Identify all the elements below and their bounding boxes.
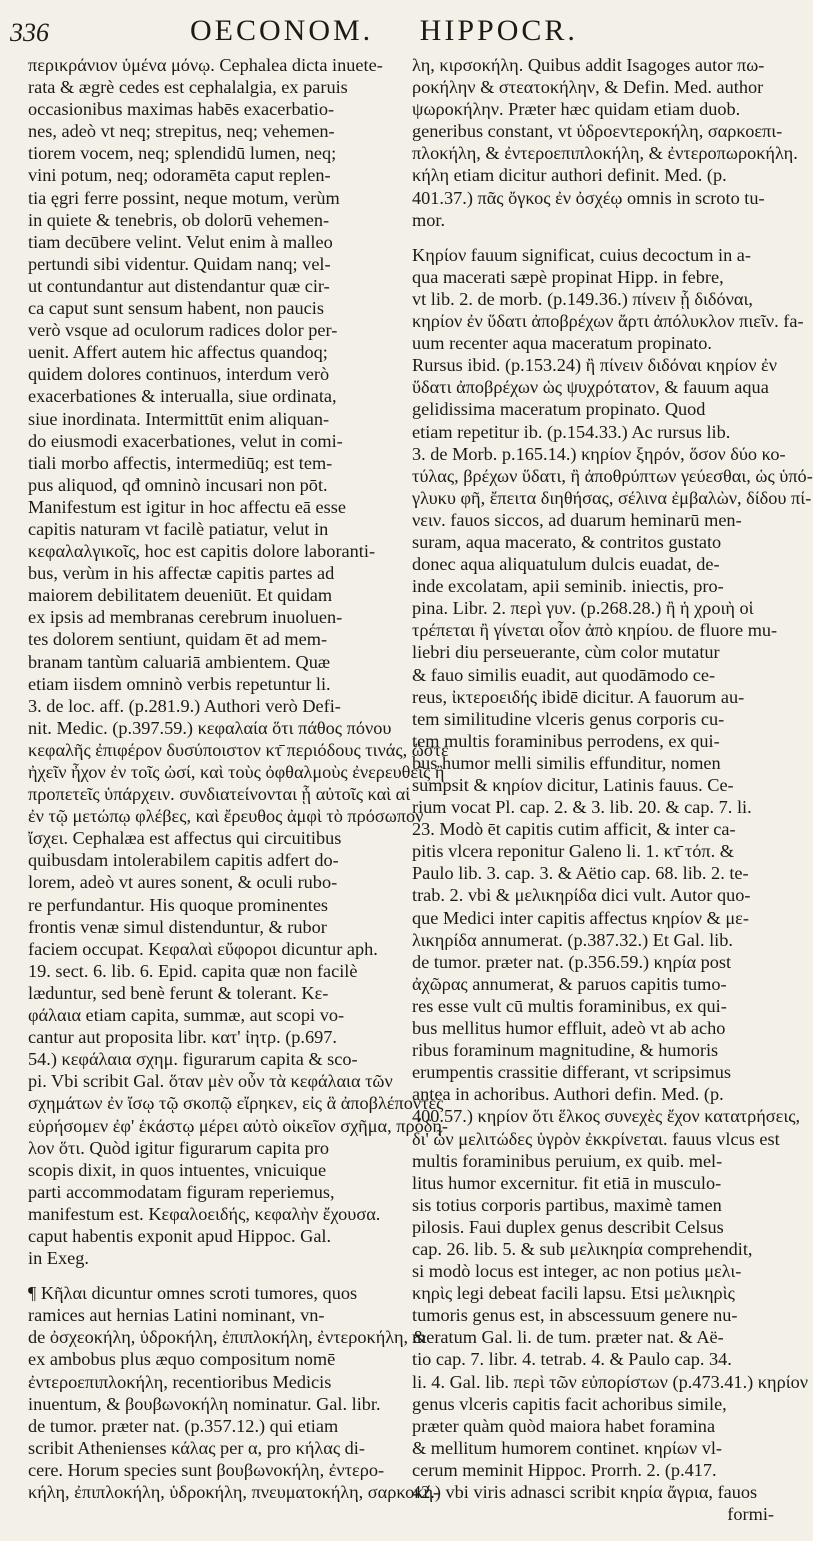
text-line: εὑρήσομεν ἐφ' ἑκάστῳ μέρει αὐτὸ οἰκεῖον σχῆμα, πρόδη- <box>28 1115 449 1136</box>
text-line: ἐντεροεπιπλοκήλη, recentioribus Medicis <box>28 1371 332 1392</box>
text-line: tes dolorem sentiunt, quidam ēt ad mem- <box>28 629 328 650</box>
text-line: tiam decūbere velint. Velut enim à malleo <box>28 231 333 252</box>
text-line: inuentum, & βουβωνοκήλη nominatur. Gal. libr. <box>28 1393 381 1414</box>
text-line: faciem occupat. Κεφαλαὶ εὔφοροι dicuntur aph. <box>28 938 378 959</box>
text-line: pitis vlcera reponitur Galeno li. 1. κτ̄ τόπ. & <box>412 841 735 862</box>
text-line: Paulo lib. 3. cap. 3. & Aëtio cap. 68. lib. 2. te- <box>412 863 749 884</box>
text-line: pus aliquod, qđ omninò incusari non pōt. <box>28 474 328 495</box>
text-line: περικράνιον ὑμένα μόνῳ. Cephalea dicta inuete- <box>28 55 383 75</box>
text-line: 3. de Morb. p.165.14.) κηρίον ξηρόν, ὅσον δύο κο- <box>412 443 786 464</box>
text-line: in quiete & tenebris, ob dolorū vehemen- <box>28 209 330 230</box>
text-line: & fauo similis euadit, aut quodāmodo ce- <box>412 664 716 685</box>
text-line: tem multis foraminibus perrodens, ex qui- <box>412 730 720 751</box>
text-line: λη, κιρσοκήλη. Quibus addit Isagoges autor πω- <box>412 55 765 75</box>
text-line: multis foraminibus peruium, ex quib. mel- <box>412 1150 723 1171</box>
running-head <box>190 14 770 48</box>
text-line: pina. Libr. 2. περὶ γυν. (p.268.28.) ἢ ἡ χροιὴ οἱ <box>412 598 754 619</box>
text-line: λικηρίδα annumerat. (p.387.32.) Et Gal. lib. <box>412 929 733 950</box>
text-line: 401.37.) πᾶς ὄγκος ἐν ὀσχέῳ omnis in scroto tu- <box>412 187 765 208</box>
text-line: κεφαλαλγικοῖς, hoc est capitis dolore laboranti- <box>28 541 376 562</box>
text-line: λον ὅτι. Quòd igitur figurarum capita pro <box>28 1137 330 1158</box>
text-line: de ὀσχεοκήλη, ὑδροκήλη, ἐπιπλοκήλη, ἐντεροκήλη, & <box>28 1327 427 1348</box>
text-line: & mellitum humorem continet. κηρίων vl- <box>412 1437 723 1458</box>
text-line: exacerbationes & interualla, siue ordinata, <box>28 386 337 407</box>
left-block-2 <box>28 1282 440 1503</box>
text-line: scribit Athenienses κάλας per α, pro κήλας di- <box>28 1437 365 1458</box>
text-line: generibus constant, vt ὑδροεντεροκήλη, σαρκοεπι- <box>412 121 783 142</box>
text-line: que Medici inter capitis affectus κηρίον & με- <box>412 907 749 928</box>
paragraph-gap <box>28 1269 390 1282</box>
text-line: ψωροκήλην. Præter hæc quidam etiam duob. <box>412 99 741 120</box>
text-line: ramices aut hernias Latini nominant, vn- <box>28 1305 325 1326</box>
text-line: etiam iisdem omninò verbis repetuntur li. <box>28 673 331 694</box>
text-line: κηρίον ἐν ὕδατι ἀποβρέχων ἄρτι ἀπόλυκλον πιεῖν. fa- <box>412 311 804 332</box>
text-line: 3. de loc. aff. (p.281.9.) Authori verò Defi- <box>28 695 341 716</box>
text-line: Manifestum est igitur in hoc affectu eā esse <box>28 496 346 517</box>
text-line: nit. Medic. (p.397.59.) κεφαλαία ὅτι πάθος πόνου <box>28 717 392 738</box>
text-line: præter quàm quòd maiora habet foramina <box>412 1415 716 1436</box>
text-line: bus mellitus humor effluit, adeò vt ab acho <box>412 1018 726 1039</box>
text-line: cere. Horum species sunt βουβωνοκήλη, ἐντερο- <box>28 1459 385 1480</box>
text-line: pilosis. Faui duplex genus describit Celsus <box>412 1216 724 1237</box>
text-line: manifestum est. Κεφαλοειδής, κεφαλὴν ἔχουσα. <box>28 1203 381 1224</box>
text-line: τύλας, βρέχων ὕδατι, ἢ ἀποθρύπτων γεύεσθαι, ὡς ὑπό- <box>412 465 813 486</box>
text-line: do eiusmodi exacerbationes, velut in comi- <box>28 430 343 451</box>
text-line: rata & ægrè cedes est cephalalgia, ex paruis <box>28 77 348 98</box>
text-line: parti accommodatam figuram reperiemus, <box>28 1181 335 1202</box>
text-line: ἠχεῖν ἦχον ἐν τοῖς ὠσί, καὶ τοὺς ὀφθαλμοὺς ἐνερευθεῖς ἢ <box>28 762 445 782</box>
text-line: verò vsque ad oculorum radices dolor per- <box>28 320 338 341</box>
text-line: mor. <box>412 209 446 230</box>
text-line: uenit. Affert autem hic affectus quandoq; <box>28 342 328 363</box>
text-line: pertundi sibi videntur. Quidam nanq; vel- <box>28 253 331 274</box>
text-line: ex ipsis ad membranas cerebrum inuoluen- <box>28 607 343 628</box>
text-line: etiam repetitur ib. (p.154.33.) Ac rursus lib. <box>412 421 731 442</box>
text-line: 19. sect. 6. lib. 6. Epid. capita quæ non facilè <box>28 960 358 981</box>
text-line: νειν. fauos siccos, ad duarum heminarū men- <box>412 509 742 530</box>
text-line: ¶ Κῆλαι dicuntur omnes scroti tumores, quos <box>28 1283 358 1304</box>
text-line: ἐν τῷ μετώπῳ φλέβες, καὶ ἔρευθος ἀμφὶ τὸ πρόσωπον <box>28 806 424 827</box>
text-line: lorem, adeò vt aures sonent, & oculi rubo- <box>28 872 338 893</box>
text-line: σχημάτων ἐν ἴσῳ τῷ σκοπῷ εἴρηκεν, εἰς ἃ ἀποβλέποντες <box>28 1093 444 1114</box>
right-column <box>412 54 813 1525</box>
text-line: vt lib. 2. de morb. (p.149.36.) πίνειν ᾗ διδόναι, <box>412 288 753 309</box>
text-line: φάλαια etiam capita, summæ, aut scopi vo- <box>28 1005 345 1026</box>
text-line: re perfundantur. His quoque prominentes <box>28 894 329 915</box>
right-block-2 <box>412 244 813 1503</box>
text-line: liebri diu perseuerante, cùm color mutatur <box>412 642 720 663</box>
left-column <box>28 54 449 1503</box>
text-line: ὕδατι ἀποβρέχων ὡς ψυχρότατον, & fauum aqua <box>412 377 769 398</box>
text-line: cerum meminit Hippoc. Prorrh. 2. (p.417. <box>412 1459 717 1480</box>
text-line: scopis dixit, in quos intuentes, vnicuique <box>28 1159 327 1180</box>
right-block-1 <box>412 54 798 231</box>
text-line: in Exeg. <box>28 1248 89 1269</box>
running-head-left: OECONOM. <box>190 14 374 47</box>
text-line: ex ambobus plus æquo compositum nomē <box>28 1349 336 1370</box>
text-line: πλοκήλη, & ἐντεροεπιπλοκήλη, & ἐντεροπωροκήλη. <box>412 143 798 164</box>
text-line: erumpentis crassitie differant, vt scripsimus <box>412 1062 732 1083</box>
text-line: ribus foraminum magnitudine, & humoris <box>412 1040 719 1061</box>
text-line: vini potum, neq; odoramēta caput replen- <box>28 165 331 186</box>
text-line: tiorem vocem, neq; splendidū lumen, neq; <box>28 143 337 164</box>
text-line: maiorem debilitatem deueniūt. Et quidam <box>28 585 333 606</box>
text-line: 23. Modò ēt capitis cutim afficit, & inter ca- <box>412 819 736 840</box>
text-line: Rursus ibid. (p.153.24) ἢ πίνειν διδόναι κηρίον ἐν <box>412 355 778 376</box>
text-line: branam tantùm caluariā ambientem. Quæ <box>28 651 331 672</box>
text-line: nes, adeò vt neq; strepitus, neq; vehemen- <box>28 121 335 142</box>
text-line: κήλη, ἐπιπλοκήλη, ὑδροκήλη, πνευματοκήλη, σαρκοκή- <box>28 1482 440 1502</box>
text-line: κεφαλῆς ἐπιφέρον δυσύποιστον κτ̄ περιόδους τινάς, ὥστε <box>28 739 449 760</box>
text-line: quibusdam intolerabilem capitis adfert do- <box>28 850 339 871</box>
text-line: de tumor. præter nat. (p.356.59.) κηρία post <box>412 951 732 972</box>
page-number: 336 <box>10 18 49 47</box>
text-line: pi. Vbi scribit Gal. ὅταν μὲν οὖν τὰ κεφάλαια τῶν <box>28 1071 393 1092</box>
text-line: 400.57.) κηρίον ὅτι ἕλκος συνεχὲς ἔχον κατατρήσεις, <box>412 1106 801 1127</box>
text-line: tiali morbo affectis, intermediūq; est tem- <box>28 452 333 473</box>
text-line: 54.) κεφάλαια σχημ. figurarum capita & sco- <box>28 1049 358 1070</box>
text-line: uum recenter aqua maceratum propinato. <box>412 333 712 354</box>
text-line: rium vocat Pl. cap. 2. & 3. lib. 20. & cap. 7. li. <box>412 797 752 818</box>
text-line: de tumor. præter nat. (p.357.12.) qui etiam <box>28 1415 339 1436</box>
text-line: siue inordinata. Intermittūt enim aliquan- <box>28 408 330 429</box>
text-line: gelidissima maceratum propinato. Quod <box>412 399 706 420</box>
text-line: tio cap. 7. libr. 4. tetrab. 4. & Paulo cap. 34. <box>412 1349 732 1370</box>
text-line: suram, aqua macerato, & contritos gustato <box>412 531 722 552</box>
left-block-1 <box>28 54 449 1269</box>
text-line: tem similitudine vlceris genus corporis cu- <box>412 708 725 729</box>
catchword: formi- <box>727 1504 774 1525</box>
text-line: κήλη etiam dicitur authori definit. Med. (p. <box>412 165 727 186</box>
text-line: læduntur, sed benè ferunt & tolerant. Κε- <box>28 982 329 1003</box>
text-line: 42.) vbi viris adnasci scribit κηρία ἄγρια, fauos <box>412 1482 758 1502</box>
running-head-right: HIPPOCR. <box>419 14 578 47</box>
text-line: cantur aut proposita libr. κατ' ἰητρ. (p.697. <box>28 1027 337 1048</box>
text-line: occasionibus maximas habēs exacerbatio- <box>28 99 335 120</box>
text-line: γλυκυ φῆ, ἔπειτα διηθήσας, σέλινα ἐμβαλὼν, δίδου πί- <box>412 487 812 508</box>
text-line: caput habentis exponit apud Hippoc. Gal. <box>28 1225 332 1246</box>
text-line: δι' ὧν μελιτώδες ὑγρὸν ἐκκρίνεται. fauus vlcus est <box>412 1128 780 1149</box>
text-line: ca caput sunt sensum habent, non paucis <box>28 298 324 319</box>
text-line: li. 4. Gal. lib. περὶ τῶν εὐπορίστων (p.473.41.) κηρίον <box>412 1371 809 1392</box>
text-line: capitis naturam vt facilè patiatur, velut in <box>28 518 329 539</box>
text-line: sumpsit & κηρίον dicitur, Latinis fauus. Ce- <box>412 775 734 795</box>
text-line: bus humor melli similis effunditur, nomen <box>412 752 721 773</box>
text-line: donec aqua aliquatulum dulcis euadat, de- <box>412 554 720 575</box>
text-line: προπετεῖς ὑπάρχειν. συνδιατείνονται ᾗ αὐτοῖς καὶ αἱ <box>28 784 411 805</box>
text-line: frontis venæ simul distenduntur, & rubor <box>28 916 327 937</box>
text-line: meratum Gal. li. de tum. præter nat. & Aë- <box>412 1327 724 1348</box>
text-line: tia ęgri ferre possint, neque motum, verùm <box>28 187 340 208</box>
text-line: cap. 26. lib. 5. & sub μελικηρία comprehendit, <box>412 1238 753 1259</box>
paragraph-gap <box>412 231 778 244</box>
text-line: res esse vult cū multis foraminibus, ex qui- <box>412 995 727 1016</box>
text-line: tumoris genus est, in abscessuum genere nu- <box>412 1305 738 1326</box>
text-line: τρέπεται ἢ γίνεται οἷον ἀπὸ κηρίου. de fluore mu- <box>412 620 778 641</box>
text-line: sis totius corporis partibus, maximè tamen <box>412 1194 722 1215</box>
text-line: κηρὶς legi debeat facili lapsu. Etsi μελικηρὶς <box>412 1283 735 1304</box>
text-line: qua macerati sæpè propinat Hipp. in febre, <box>412 266 724 287</box>
text-line: ut contundantur aut distendantur quæ cir- <box>28 275 330 296</box>
text-line: antea in achoribus. Authori defin. Med. (p. <box>412 1084 724 1105</box>
text-line: trab. 2. vbi & μελικηρίδα dici vult. Autor quo- <box>412 885 751 906</box>
text-line: ἴσχει. Cephalæa est affectus qui circuitibus <box>28 828 342 849</box>
text-line: ροκήλην & στεατοκήλην, & Defin. Med. author <box>412 77 764 98</box>
text-line: inde excolatam, apii seminib. iniectis, pro- <box>412 576 724 597</box>
text-line: quidem dolores continuos, interdum verò <box>28 364 330 385</box>
text-line: si modò locus est integer, ac non potius μελι- <box>412 1261 742 1282</box>
text-line: bus, verùm in his affectæ capitis partes ad <box>28 563 335 584</box>
text-line: Κηρίον fauum significat, cuius decoctum in a- <box>412 244 752 265</box>
text-line: litus humor excernitur. fit etiā in musculo- <box>412 1172 722 1193</box>
text-line: genus vlceris capitis facit achoribus simile, <box>412 1393 727 1414</box>
text-line: ἀχῶρας annumerat, & paruos capitis tumo- <box>412 973 727 994</box>
text-line: reus, ἰκτεροειδής ibidē dicitur. A fauorum au- <box>412 686 745 707</box>
